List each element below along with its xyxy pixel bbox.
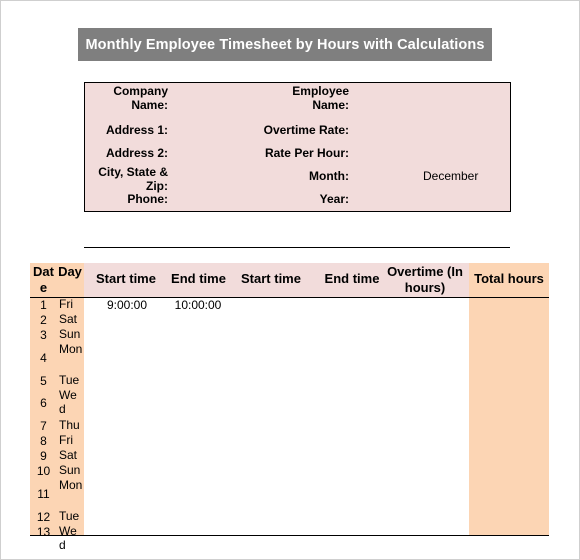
row-day: Fri (59, 433, 73, 447)
row-day: Wed (59, 524, 77, 552)
row-date: 1 (40, 297, 47, 312)
row-day: Thu (59, 418, 80, 432)
address2-label: Address 2: (105, 146, 168, 160)
timesheet-table (30, 263, 549, 552)
month-value[interactable]: December (423, 169, 479, 183)
table-bottom-border (30, 535, 549, 536)
header-start-time-2: Start time (241, 271, 301, 286)
header-day: Day (58, 264, 82, 279)
employee-name-label: Employee Name: (292, 84, 349, 112)
row-date: 3 (40, 327, 47, 342)
header-end-time-2: End time (324, 271, 380, 286)
section-divider (84, 247, 510, 248)
row-day: Tue (59, 509, 80, 523)
row-day: Sat (59, 448, 78, 462)
row-day: Tue (59, 373, 80, 387)
company-name-label: Company Name: (113, 84, 168, 112)
row-date: 12 (36, 509, 51, 524)
month-label: Month: (309, 169, 349, 183)
row-day: Mon (59, 342, 83, 356)
row-date: 4 (40, 350, 47, 365)
employee-info-panel (84, 82, 511, 212)
header-total-hours: Total hours (474, 271, 544, 286)
header-start-time-1: Start time (96, 271, 156, 286)
row-day: Sun (59, 327, 81, 341)
row-date: 8 (40, 433, 47, 448)
header-end-time-1: End time (171, 271, 226, 286)
row-date: 5 (40, 373, 47, 388)
row-day: Mon (59, 478, 83, 492)
header-overtime: Overtime (In hours) (387, 264, 463, 295)
city-state-zip-label: City, State & Zip: (98, 165, 168, 193)
row-date: 2 (40, 312, 47, 327)
row-date: 13 (36, 524, 51, 539)
phone-label: Phone: (127, 192, 168, 206)
row-day: Wed (59, 388, 77, 416)
rate-per-hour-label: Rate Per Hour: (264, 146, 349, 160)
row-date: 10 (36, 463, 51, 478)
total-hours-column-fill (469, 263, 549, 535)
row-end-time-1: 10:00:00 (174, 297, 222, 312)
row-date: 11 (37, 486, 50, 501)
row-date: 6 (40, 396, 47, 410)
address1-label: Address 1: (105, 123, 168, 137)
page-title: Monthly Employee Timesheet by Hours with Calculations (78, 28, 492, 61)
header-date: Date (33, 264, 54, 295)
row-day: Sun (59, 463, 81, 477)
overtime-rate-label: Overtime Rate: (263, 123, 349, 137)
row-day: Fri (59, 297, 73, 311)
row-date: 7 (40, 418, 47, 433)
row-day: Sat (59, 312, 78, 326)
row-start-time-1: 9:00:00 (106, 297, 148, 312)
row-date: 9 (40, 448, 47, 463)
year-label: Year: (319, 192, 349, 206)
